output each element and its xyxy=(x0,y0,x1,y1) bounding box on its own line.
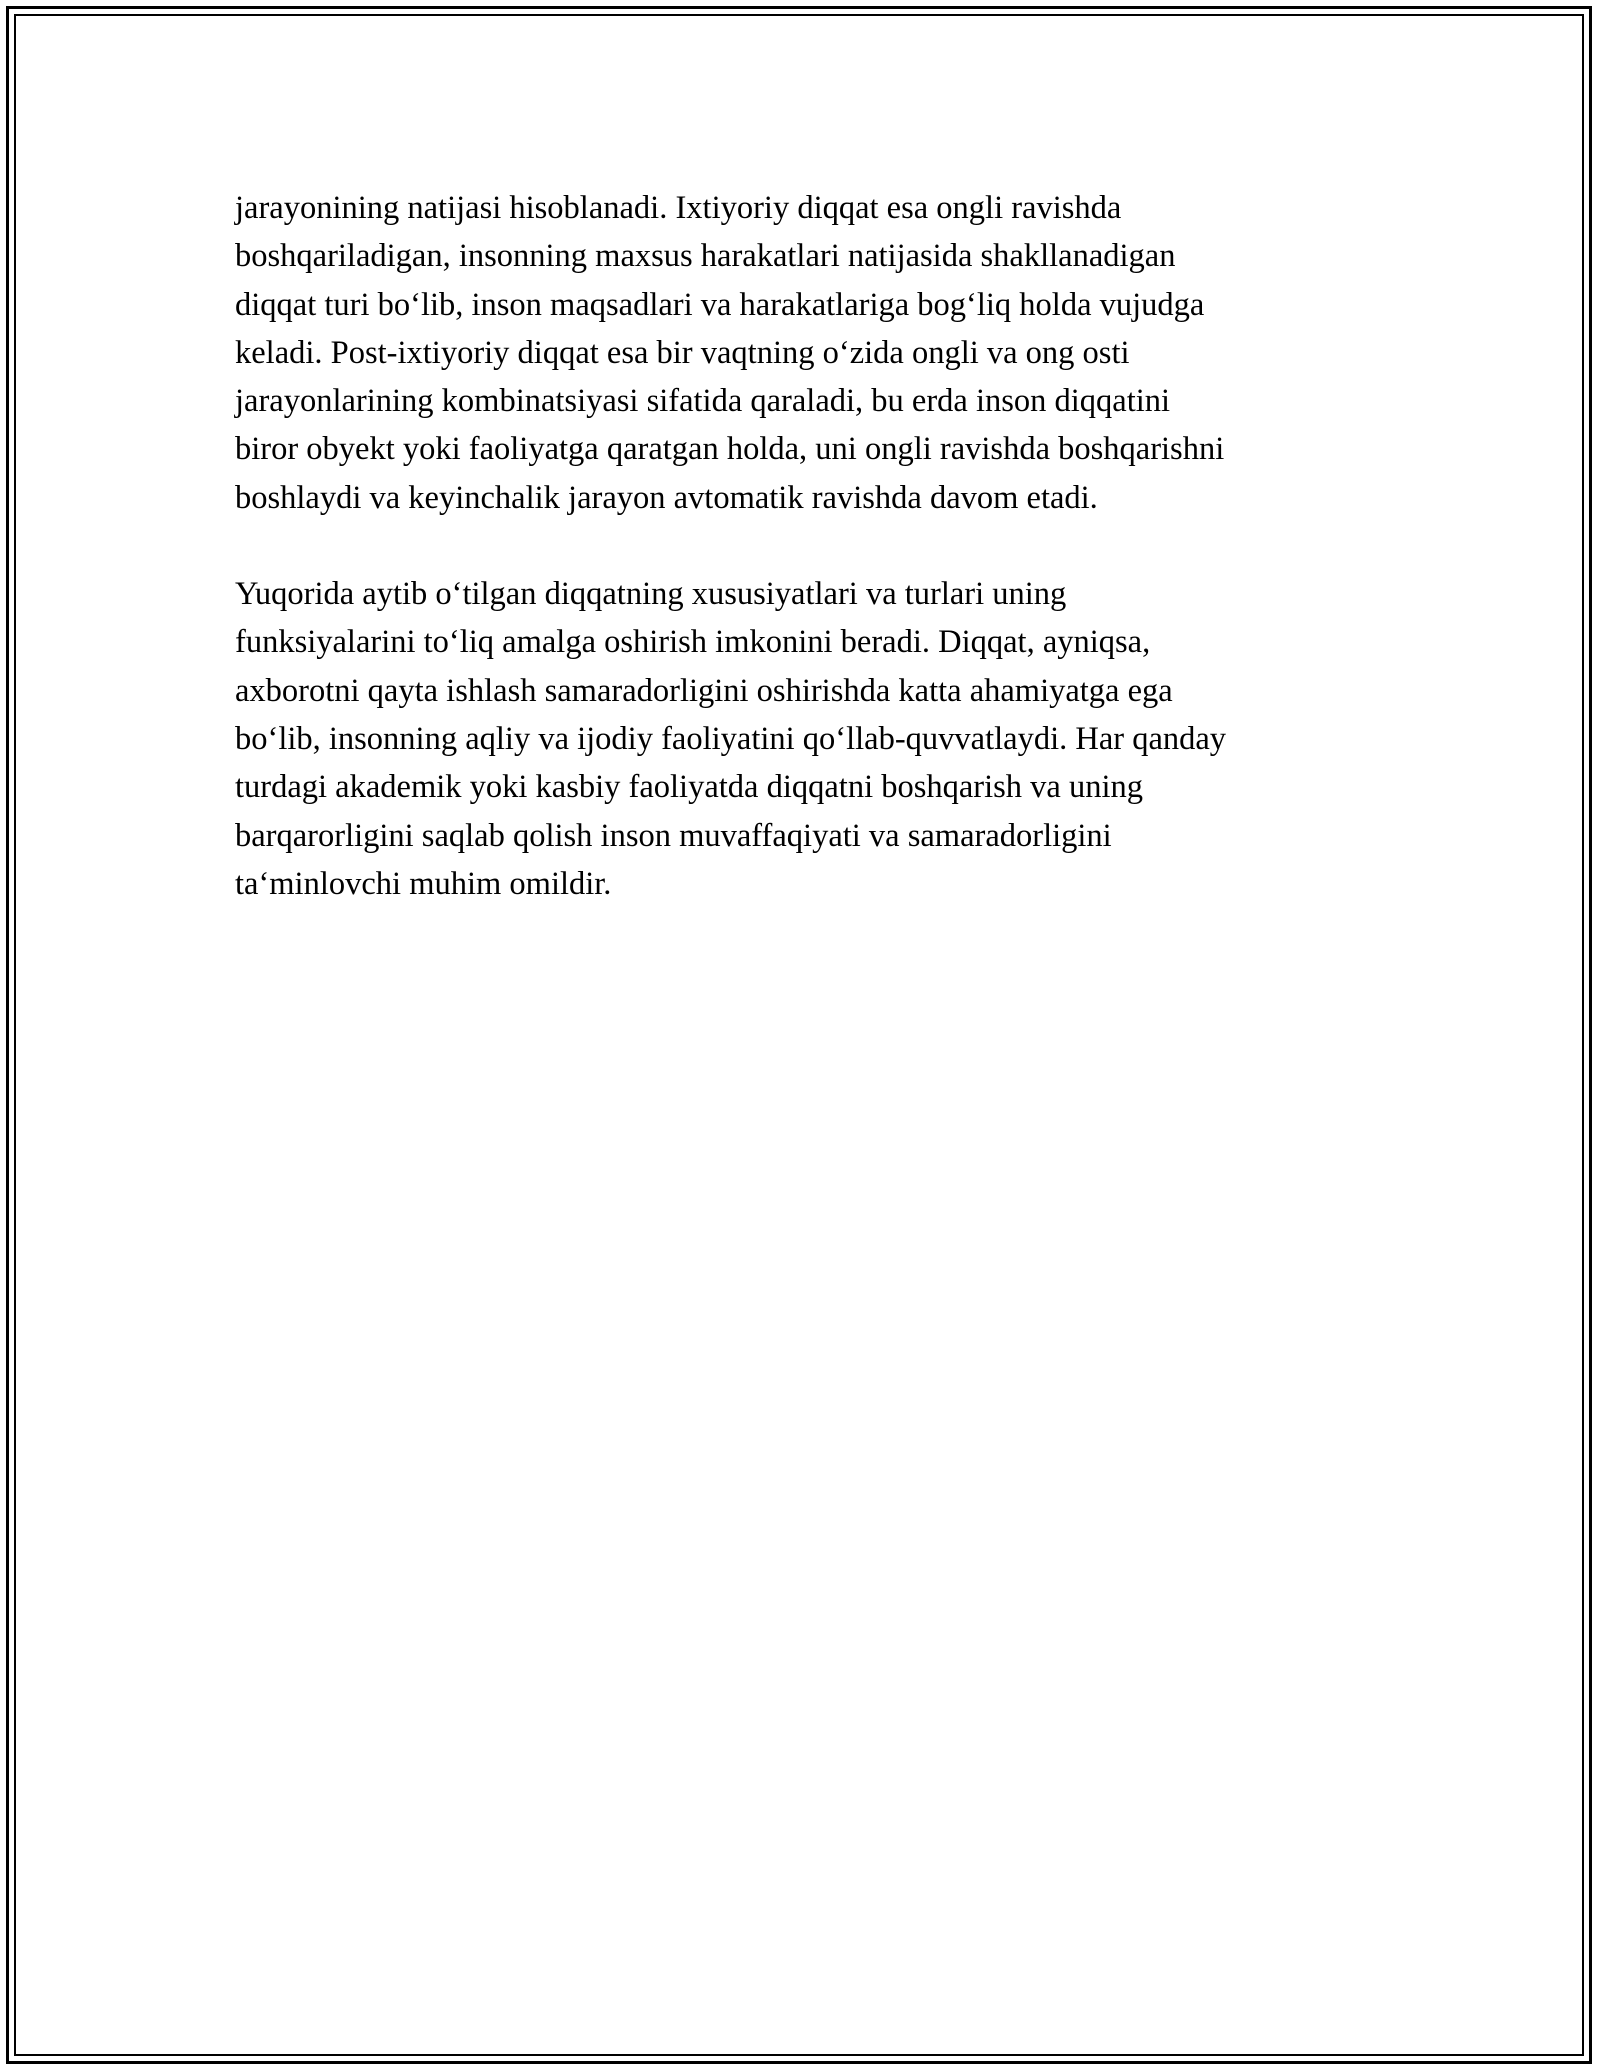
text-line: turdagi akademik yoki kasbiy faoliyatda diqqatni boshqarish va uning xyxy=(235,769,1144,806)
text-line: boshlaydi va keyinchalik jarayon avtomatik ravishda davom etadi. xyxy=(235,479,1098,516)
text-line: biror obyekt yoki faoliyatga qaratgan holda, uni ongli ravishda boshqarishni xyxy=(235,431,1225,468)
text-line: bo‘lib, insonning aqliy va ijodiy faoliyatini qo‘llab-quvvatlaydi. Har qanday xyxy=(235,720,1227,757)
text-line: jarayonlarining kombinatsiyasi sifatida qaraladi, bu erda inson diqqatini xyxy=(235,383,1171,420)
text-line: boshqariladigan, insonning maxsus harakatlari natijasida shakllanadigan xyxy=(235,238,1176,275)
text-line: Yuqorida aytib o‘tilgan diqqatning xususiyatlari va turlari uning xyxy=(235,576,1067,613)
document-body xyxy=(235,184,1375,956)
text-line: keladi. Post-ixtiyoriy diqqat esa bir vaqtning o‘zida ongli va ong osti xyxy=(235,334,1130,371)
text-line: funksiyalarini to‘liq amalga oshirish imkonini beradi. Diqqat, ayniqsa, xyxy=(235,624,1151,661)
text-line: ta‘minlovchi muhim omildir. xyxy=(235,865,612,902)
text-line: axborotni qayta ishlash samaradorligini oshirishda katta ahamiyatga ega xyxy=(235,672,1173,709)
paragraph-2 xyxy=(235,570,1375,908)
text-line: barqarorligini saqlab qolish inson muvaffaqiyati va samaradorligini xyxy=(235,817,1112,854)
paragraph-1 xyxy=(235,184,1375,522)
text-line: jarayonining natijasi hisoblanadi. Ixtiyoriy diqqat esa ongli ravishda xyxy=(235,190,1122,226)
text-line: diqqat turi bo‘lib, inson maqsadlari va harakatlariga bog‘liq holda vujudga xyxy=(235,286,1205,323)
